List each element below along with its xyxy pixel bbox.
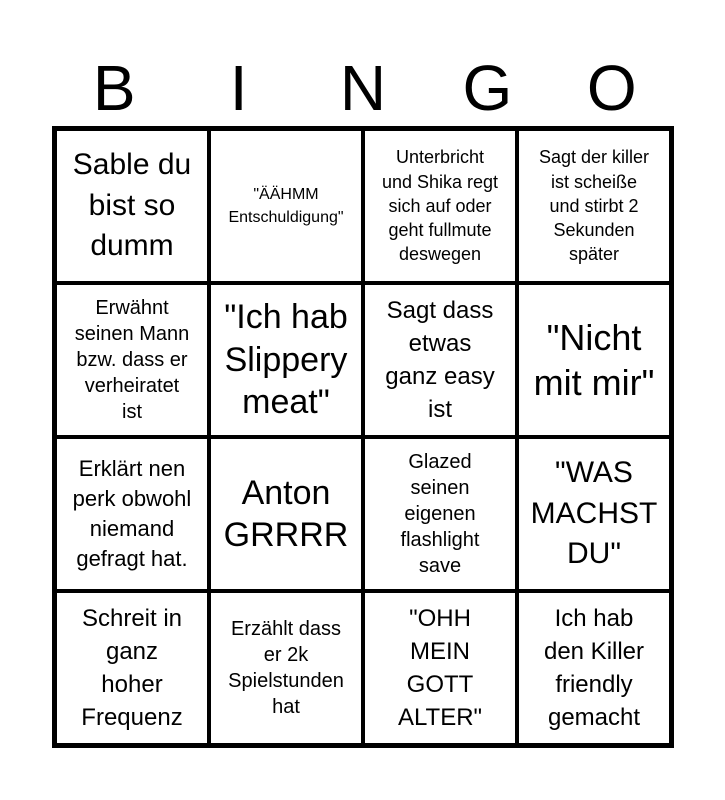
bingo-cell-12[interactable] [517, 437, 671, 591]
bingo-cell-6[interactable] [209, 283, 363, 437]
bingo-cell-7[interactable] [363, 283, 517, 437]
bingo-board [52, 126, 674, 748]
bingo-cell-5[interactable] [55, 283, 209, 437]
bingo-cell-text: Erklärt nen perk obwohl niemand gefragt hat. [72, 456, 192, 571]
bingo-cell-8[interactable] [517, 283, 671, 437]
bingo-cell-11[interactable] [363, 437, 517, 591]
bingo-cell-text: "WAS MACHST DU" [530, 456, 658, 571]
bingo-cell-13[interactable] [55, 591, 209, 745]
bingo-cell-text: Schreit in ganz hoher Frequenz [81, 604, 183, 732]
bingo-cell-text: Erzählt dass er 2k Spielstunden hat [228, 618, 344, 718]
bingo-cell-text: Anton GRRRR [223, 473, 349, 554]
bingo-cell-14[interactable] [209, 591, 363, 745]
header-letter-i: I [229, 52, 248, 124]
header-letter-g: G [462, 52, 513, 124]
header-letter-n: N [339, 52, 387, 124]
bingo-cell-text: "OHH MEIN GOTT ALTER" [397, 604, 483, 732]
bingo-cell-text: Sagt der killer ist scheiße und stirbt 2 Sekunden später [538, 147, 650, 265]
bingo-cell-text: Unterbricht und Shika regt sich auf oder geht fullmute deswegen [381, 147, 499, 265]
bingo-cell-2[interactable] [209, 129, 363, 283]
bingo-cell-3[interactable] [363, 129, 517, 283]
bingo-cell-text: Erwähnt seinen Mann bzw. dass er verheiratet ist [74, 297, 190, 423]
bingo-cell-16[interactable] [517, 591, 671, 745]
bingo-cell-text: Sagt dass etwas ganz easy ist [385, 296, 495, 424]
bingo-cell-text: Ich hab den Killer friendly gemacht [543, 604, 645, 732]
header-letter-o: O [586, 52, 637, 124]
bingo-cell-text: Glazed seinen eigenen flashlight save [400, 451, 480, 577]
bingo-cell-text: "ÄÄHMM Entschuldigung" [228, 185, 344, 226]
bingo-cell-text: Sable du bist so dumm [72, 148, 192, 263]
bingo-header [52, 52, 674, 124]
bingo-cell-text: "Ich hab Slippery meat" [224, 298, 348, 422]
bingo-cell-9[interactable] [55, 437, 209, 591]
bingo-cell-10[interactable] [209, 437, 363, 591]
header-letter-b: B [92, 52, 136, 124]
bingo-cell-15[interactable] [363, 591, 517, 745]
bingo-cell-1[interactable] [55, 129, 209, 283]
bingo-cell-text: "Nicht mit mir" [533, 317, 655, 403]
bingo-cell-4[interactable] [517, 129, 671, 283]
